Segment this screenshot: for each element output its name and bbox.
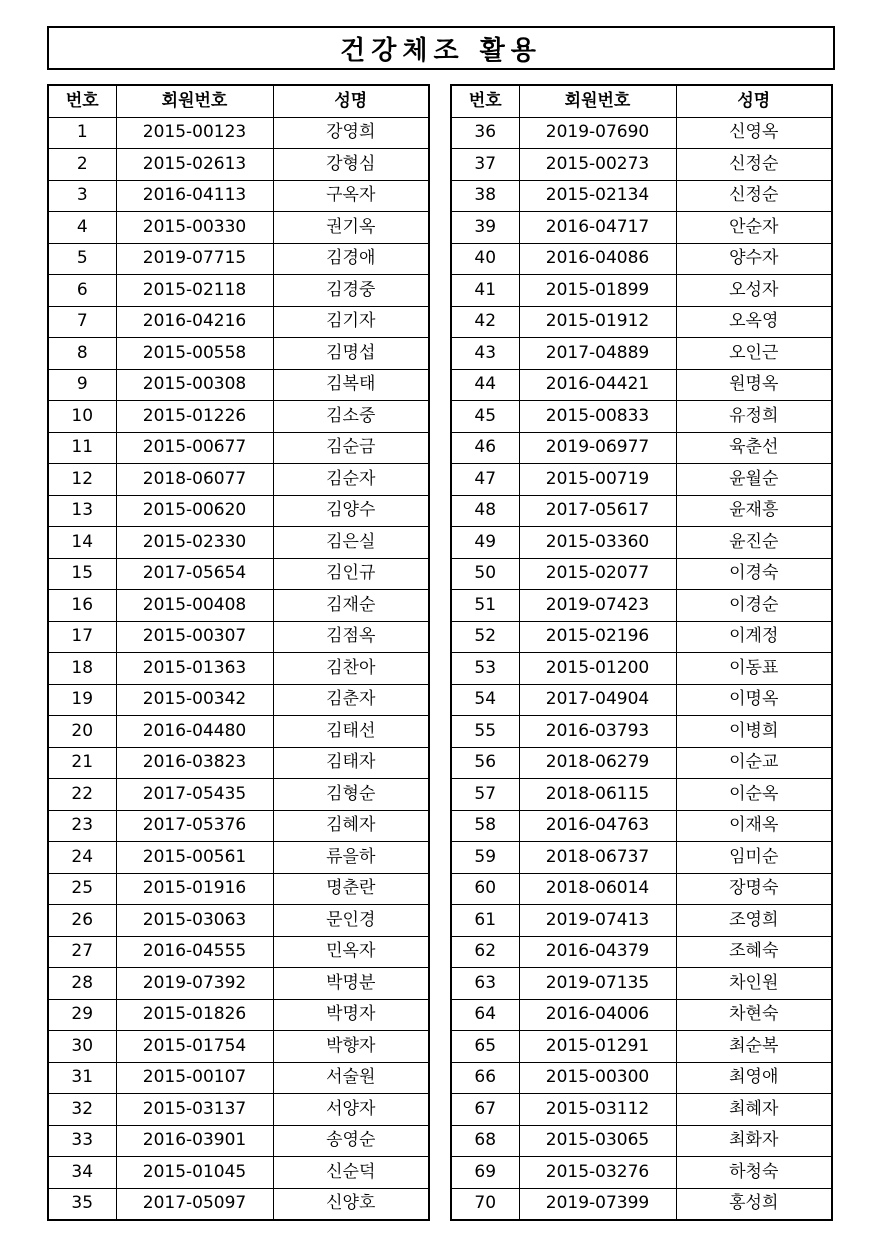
member-id: 2015-02613 <box>116 149 273 181</box>
member-id: 2016-04555 <box>116 936 273 968</box>
row-number: 62 <box>451 936 519 968</box>
member-id: 2015-00273 <box>519 149 676 181</box>
member-id: 2015-01045 <box>116 1157 273 1189</box>
member-id: 2015-01291 <box>519 1031 676 1063</box>
row-number: 52 <box>451 621 519 653</box>
table-row <box>48 212 429 244</box>
table-row <box>48 1188 429 1220</box>
table-row <box>48 180 429 212</box>
member-name: 홍성희 <box>676 1188 832 1220</box>
member-id: 2015-01912 <box>519 306 676 338</box>
row-number: 31 <box>48 1062 116 1094</box>
member-name: 문인경 <box>273 905 429 937</box>
member-name: 서양자 <box>273 1094 429 1126</box>
member-id: 2015-02134 <box>519 180 676 212</box>
table-row <box>48 117 429 149</box>
row-number: 27 <box>48 936 116 968</box>
member-id: 2016-04086 <box>519 243 676 275</box>
table-row <box>48 1062 429 1094</box>
row-number: 56 <box>451 747 519 779</box>
row-number: 8 <box>48 338 116 370</box>
row-number: 21 <box>48 747 116 779</box>
table-row <box>48 432 429 464</box>
table-row <box>451 810 832 842</box>
member-name: 오인근 <box>676 338 832 370</box>
table-row <box>451 1031 832 1063</box>
row-number: 45 <box>451 401 519 433</box>
member-name: 원명옥 <box>676 369 832 401</box>
member-id: 2017-05097 <box>116 1188 273 1220</box>
row-number: 49 <box>451 527 519 559</box>
row-number: 11 <box>48 432 116 464</box>
member-id: 2015-01826 <box>116 999 273 1031</box>
member-id: 2019-07135 <box>519 968 676 1000</box>
row-number: 42 <box>451 306 519 338</box>
header-member-id: 회원번호 <box>116 85 273 117</box>
row-number: 67 <box>451 1094 519 1126</box>
member-name: 이동표 <box>676 653 832 685</box>
table-row <box>48 810 429 842</box>
row-number: 17 <box>48 621 116 653</box>
row-number: 64 <box>451 999 519 1031</box>
header-row <box>48 85 429 117</box>
table-row <box>451 590 832 622</box>
row-number: 39 <box>451 212 519 244</box>
member-id: 2015-00107 <box>116 1062 273 1094</box>
member-name: 이순교 <box>676 747 832 779</box>
member-name: 김은실 <box>273 527 429 559</box>
row-number: 20 <box>48 716 116 748</box>
member-name: 김명섭 <box>273 338 429 370</box>
table-row <box>48 968 429 1000</box>
member-name: 김경애 <box>273 243 429 275</box>
member-table-left <box>47 84 430 1221</box>
table-row <box>451 936 832 968</box>
member-name: 조혜숙 <box>676 936 832 968</box>
table-row <box>48 243 429 275</box>
row-number: 10 <box>48 401 116 433</box>
member-name: 윤월순 <box>676 464 832 496</box>
row-number: 14 <box>48 527 116 559</box>
row-number: 5 <box>48 243 116 275</box>
row-number: 33 <box>48 1125 116 1157</box>
row-number: 6 <box>48 275 116 307</box>
member-table-right <box>450 84 833 1221</box>
table-row <box>451 873 832 905</box>
row-number: 69 <box>451 1157 519 1189</box>
table-row <box>451 1188 832 1220</box>
table-row <box>451 999 832 1031</box>
member-name: 강영희 <box>273 117 429 149</box>
table-row <box>451 1062 832 1094</box>
member-id: 2017-05654 <box>116 558 273 590</box>
row-number: 40 <box>451 243 519 275</box>
row-number: 1 <box>48 117 116 149</box>
member-id: 2015-03360 <box>519 527 676 559</box>
member-id: 2015-00408 <box>116 590 273 622</box>
member-id: 2015-02077 <box>519 558 676 590</box>
row-number: 30 <box>48 1031 116 1063</box>
row-number: 46 <box>451 432 519 464</box>
member-id: 2015-00833 <box>519 401 676 433</box>
member-id: 2015-00308 <box>116 369 273 401</box>
member-name: 김순자 <box>273 464 429 496</box>
table-row <box>451 779 832 811</box>
table-row <box>451 527 832 559</box>
table-row <box>48 779 429 811</box>
row-number: 54 <box>451 684 519 716</box>
member-name: 윤재흥 <box>676 495 832 527</box>
table-row <box>451 716 832 748</box>
member-id: 2015-00342 <box>116 684 273 716</box>
table-row <box>48 590 429 622</box>
table-row <box>48 1125 429 1157</box>
member-id: 2015-03063 <box>116 905 273 937</box>
row-number: 3 <box>48 180 116 212</box>
member-name: 김인규 <box>273 558 429 590</box>
member-id: 2017-05617 <box>519 495 676 527</box>
member-id: 2016-04379 <box>519 936 676 968</box>
member-id: 2015-00677 <box>116 432 273 464</box>
table-row <box>451 275 832 307</box>
member-id: 2015-00719 <box>519 464 676 496</box>
table-row <box>48 306 429 338</box>
row-number: 50 <box>451 558 519 590</box>
row-number: 16 <box>48 590 116 622</box>
table-row <box>451 621 832 653</box>
header-name: 성명 <box>273 85 429 117</box>
table-row <box>48 338 429 370</box>
member-name: 유정희 <box>676 401 832 433</box>
member-name: 김소중 <box>273 401 429 433</box>
row-number: 55 <box>451 716 519 748</box>
member-name: 신순덕 <box>273 1157 429 1189</box>
row-number: 34 <box>48 1157 116 1189</box>
member-name: 김태자 <box>273 747 429 779</box>
row-number: 70 <box>451 1188 519 1220</box>
table-row <box>451 653 832 685</box>
table-row <box>48 1031 429 1063</box>
table-row <box>451 558 832 590</box>
table-row <box>48 621 429 653</box>
member-name: 장명숙 <box>676 873 832 905</box>
member-name: 송영순 <box>273 1125 429 1157</box>
member-name: 안순자 <box>676 212 832 244</box>
member-name: 오옥영 <box>676 306 832 338</box>
member-name: 신양호 <box>273 1188 429 1220</box>
row-number: 15 <box>48 558 116 590</box>
member-id: 2019-07423 <box>519 590 676 622</box>
row-number: 4 <box>48 212 116 244</box>
table-row <box>48 716 429 748</box>
member-id: 2015-00620 <box>116 495 273 527</box>
table-row <box>451 1125 832 1157</box>
row-number: 38 <box>451 180 519 212</box>
member-name: 이병희 <box>676 716 832 748</box>
member-id: 2015-00558 <box>116 338 273 370</box>
member-name: 김점옥 <box>273 621 429 653</box>
row-number: 63 <box>451 968 519 1000</box>
table-row <box>451 684 832 716</box>
header-number: 번호 <box>48 85 116 117</box>
member-id: 2015-01226 <box>116 401 273 433</box>
member-name: 임미순 <box>676 842 832 874</box>
member-id: 2015-03065 <box>519 1125 676 1157</box>
member-id: 2016-04717 <box>519 212 676 244</box>
member-name: 하청숙 <box>676 1157 832 1189</box>
member-id: 2017-05376 <box>116 810 273 842</box>
member-id: 2015-01363 <box>116 653 273 685</box>
table-row <box>451 464 832 496</box>
member-name: 박명분 <box>273 968 429 1000</box>
member-name: 김찬아 <box>273 653 429 685</box>
member-name: 김혜자 <box>273 810 429 842</box>
table-row <box>48 495 429 527</box>
table-row <box>451 432 832 464</box>
member-id: 2015-01899 <box>519 275 676 307</box>
member-name: 김기자 <box>273 306 429 338</box>
member-id: 2015-01754 <box>116 1031 273 1063</box>
table-row <box>48 149 429 181</box>
row-number: 29 <box>48 999 116 1031</box>
member-id: 2017-05435 <box>116 779 273 811</box>
member-name: 최순복 <box>676 1031 832 1063</box>
member-id: 2015-02330 <box>116 527 273 559</box>
row-number: 41 <box>451 275 519 307</box>
member-name: 명춘란 <box>273 873 429 905</box>
member-id: 2016-04480 <box>116 716 273 748</box>
row-number: 28 <box>48 968 116 1000</box>
row-number: 2 <box>48 149 116 181</box>
member-name: 이경순 <box>676 590 832 622</box>
member-id: 2016-04763 <box>519 810 676 842</box>
member-name: 강형심 <box>273 149 429 181</box>
row-number: 18 <box>48 653 116 685</box>
row-number: 68 <box>451 1125 519 1157</box>
member-name: 최영애 <box>676 1062 832 1094</box>
member-id: 2017-04889 <box>519 338 676 370</box>
table-row <box>451 180 832 212</box>
member-id: 2015-00123 <box>116 117 273 149</box>
member-id: 2017-04904 <box>519 684 676 716</box>
row-number: 13 <box>48 495 116 527</box>
member-id: 2015-00300 <box>519 1062 676 1094</box>
table-row <box>451 968 832 1000</box>
row-number: 60 <box>451 873 519 905</box>
table-row <box>451 338 832 370</box>
member-name: 구옥자 <box>273 180 429 212</box>
row-number: 43 <box>451 338 519 370</box>
member-name: 신정순 <box>676 149 832 181</box>
header-name: 성명 <box>676 85 832 117</box>
row-number: 53 <box>451 653 519 685</box>
member-id: 2016-04216 <box>116 306 273 338</box>
row-number: 19 <box>48 684 116 716</box>
row-number: 9 <box>48 369 116 401</box>
row-number: 35 <box>48 1188 116 1220</box>
member-name: 차현숙 <box>676 999 832 1031</box>
member-id: 2018-06115 <box>519 779 676 811</box>
member-name: 박명자 <box>273 999 429 1031</box>
member-name: 이명옥 <box>676 684 832 716</box>
member-name: 육춘선 <box>676 432 832 464</box>
table-row <box>48 999 429 1031</box>
member-id: 2016-03793 <box>519 716 676 748</box>
header-row <box>451 85 832 117</box>
member-id: 2019-07690 <box>519 117 676 149</box>
header-member-id: 회원번호 <box>519 85 676 117</box>
member-name: 김형순 <box>273 779 429 811</box>
member-name: 김태선 <box>273 716 429 748</box>
member-name: 김춘자 <box>273 684 429 716</box>
table-row <box>48 369 429 401</box>
member-name: 이계정 <box>676 621 832 653</box>
row-number: 24 <box>48 842 116 874</box>
member-id: 2019-07715 <box>116 243 273 275</box>
member-name: 박향자 <box>273 1031 429 1063</box>
member-id: 2016-03823 <box>116 747 273 779</box>
row-number: 37 <box>451 149 519 181</box>
table-row <box>48 936 429 968</box>
member-name: 양수자 <box>676 243 832 275</box>
table-row <box>451 306 832 338</box>
page-title-box <box>47 26 835 70</box>
member-id: 2015-03276 <box>519 1157 676 1189</box>
row-number: 58 <box>451 810 519 842</box>
member-name: 차인원 <box>676 968 832 1000</box>
table-row <box>451 842 832 874</box>
table-row <box>48 873 429 905</box>
member-name: 최혜자 <box>676 1094 832 1126</box>
member-name: 신정순 <box>676 180 832 212</box>
row-number: 65 <box>451 1031 519 1063</box>
row-number: 44 <box>451 369 519 401</box>
page-title: 건강체조 활용 <box>340 35 542 66</box>
row-number: 22 <box>48 779 116 811</box>
member-id: 2019-07413 <box>519 905 676 937</box>
table-row <box>48 558 429 590</box>
member-name: 민옥자 <box>273 936 429 968</box>
table-row <box>48 653 429 685</box>
member-id: 2019-07399 <box>519 1188 676 1220</box>
member-id: 2015-00307 <box>116 621 273 653</box>
table-row <box>451 117 832 149</box>
table-row <box>451 905 832 937</box>
member-id: 2015-02118 <box>116 275 273 307</box>
member-id: 2016-03901 <box>116 1125 273 1157</box>
member-id: 2016-04421 <box>519 369 676 401</box>
member-name: 김양수 <box>273 495 429 527</box>
table-row <box>451 149 832 181</box>
member-id: 2019-07392 <box>116 968 273 1000</box>
member-name: 이경숙 <box>676 558 832 590</box>
row-number: 23 <box>48 810 116 842</box>
member-name: 김순금 <box>273 432 429 464</box>
table-row <box>48 527 429 559</box>
table-row <box>48 401 429 433</box>
row-number: 26 <box>48 905 116 937</box>
header-number: 번호 <box>451 85 519 117</box>
table-row <box>48 905 429 937</box>
row-number: 51 <box>451 590 519 622</box>
member-id: 2015-03112 <box>519 1094 676 1126</box>
member-name: 김복태 <box>273 369 429 401</box>
row-number: 59 <box>451 842 519 874</box>
member-name: 오성자 <box>676 275 832 307</box>
table-row <box>48 1094 429 1126</box>
table-row <box>451 401 832 433</box>
row-number: 47 <box>451 464 519 496</box>
row-number: 12 <box>48 464 116 496</box>
member-name: 조영희 <box>676 905 832 937</box>
table-row <box>48 684 429 716</box>
table-row <box>48 464 429 496</box>
table-row <box>451 1094 832 1126</box>
member-name: 윤진순 <box>676 527 832 559</box>
row-number: 36 <box>451 117 519 149</box>
member-id: 2019-06977 <box>519 432 676 464</box>
member-id: 2015-00330 <box>116 212 273 244</box>
row-number: 32 <box>48 1094 116 1126</box>
table-row <box>48 275 429 307</box>
member-id: 2015-00561 <box>116 842 273 874</box>
table-row <box>451 1157 832 1189</box>
row-number: 7 <box>48 306 116 338</box>
table-row <box>451 369 832 401</box>
member-id: 2018-06014 <box>519 873 676 905</box>
table-row <box>48 1157 429 1189</box>
member-id: 2015-01200 <box>519 653 676 685</box>
row-number: 61 <box>451 905 519 937</box>
member-id: 2016-04113 <box>116 180 273 212</box>
member-name: 최화자 <box>676 1125 832 1157</box>
member-name: 권기옥 <box>273 212 429 244</box>
member-name: 김재순 <box>273 590 429 622</box>
member-id: 2015-02196 <box>519 621 676 653</box>
table-row <box>451 747 832 779</box>
row-number: 57 <box>451 779 519 811</box>
row-number: 25 <box>48 873 116 905</box>
table-row <box>48 842 429 874</box>
row-number: 66 <box>451 1062 519 1094</box>
member-id: 2018-06279 <box>519 747 676 779</box>
table-row <box>48 747 429 779</box>
member-name: 류을하 <box>273 842 429 874</box>
member-name: 서술원 <box>273 1062 429 1094</box>
member-id: 2018-06077 <box>116 464 273 496</box>
table-row <box>451 243 832 275</box>
member-id: 2015-01916 <box>116 873 273 905</box>
member-name: 신영옥 <box>676 117 832 149</box>
member-id: 2016-04006 <box>519 999 676 1031</box>
member-id: 2015-03137 <box>116 1094 273 1126</box>
member-id: 2018-06737 <box>519 842 676 874</box>
member-name: 이재옥 <box>676 810 832 842</box>
member-name: 김경중 <box>273 275 429 307</box>
member-name: 이순옥 <box>676 779 832 811</box>
table-row <box>451 212 832 244</box>
row-number: 48 <box>451 495 519 527</box>
table-row <box>451 495 832 527</box>
